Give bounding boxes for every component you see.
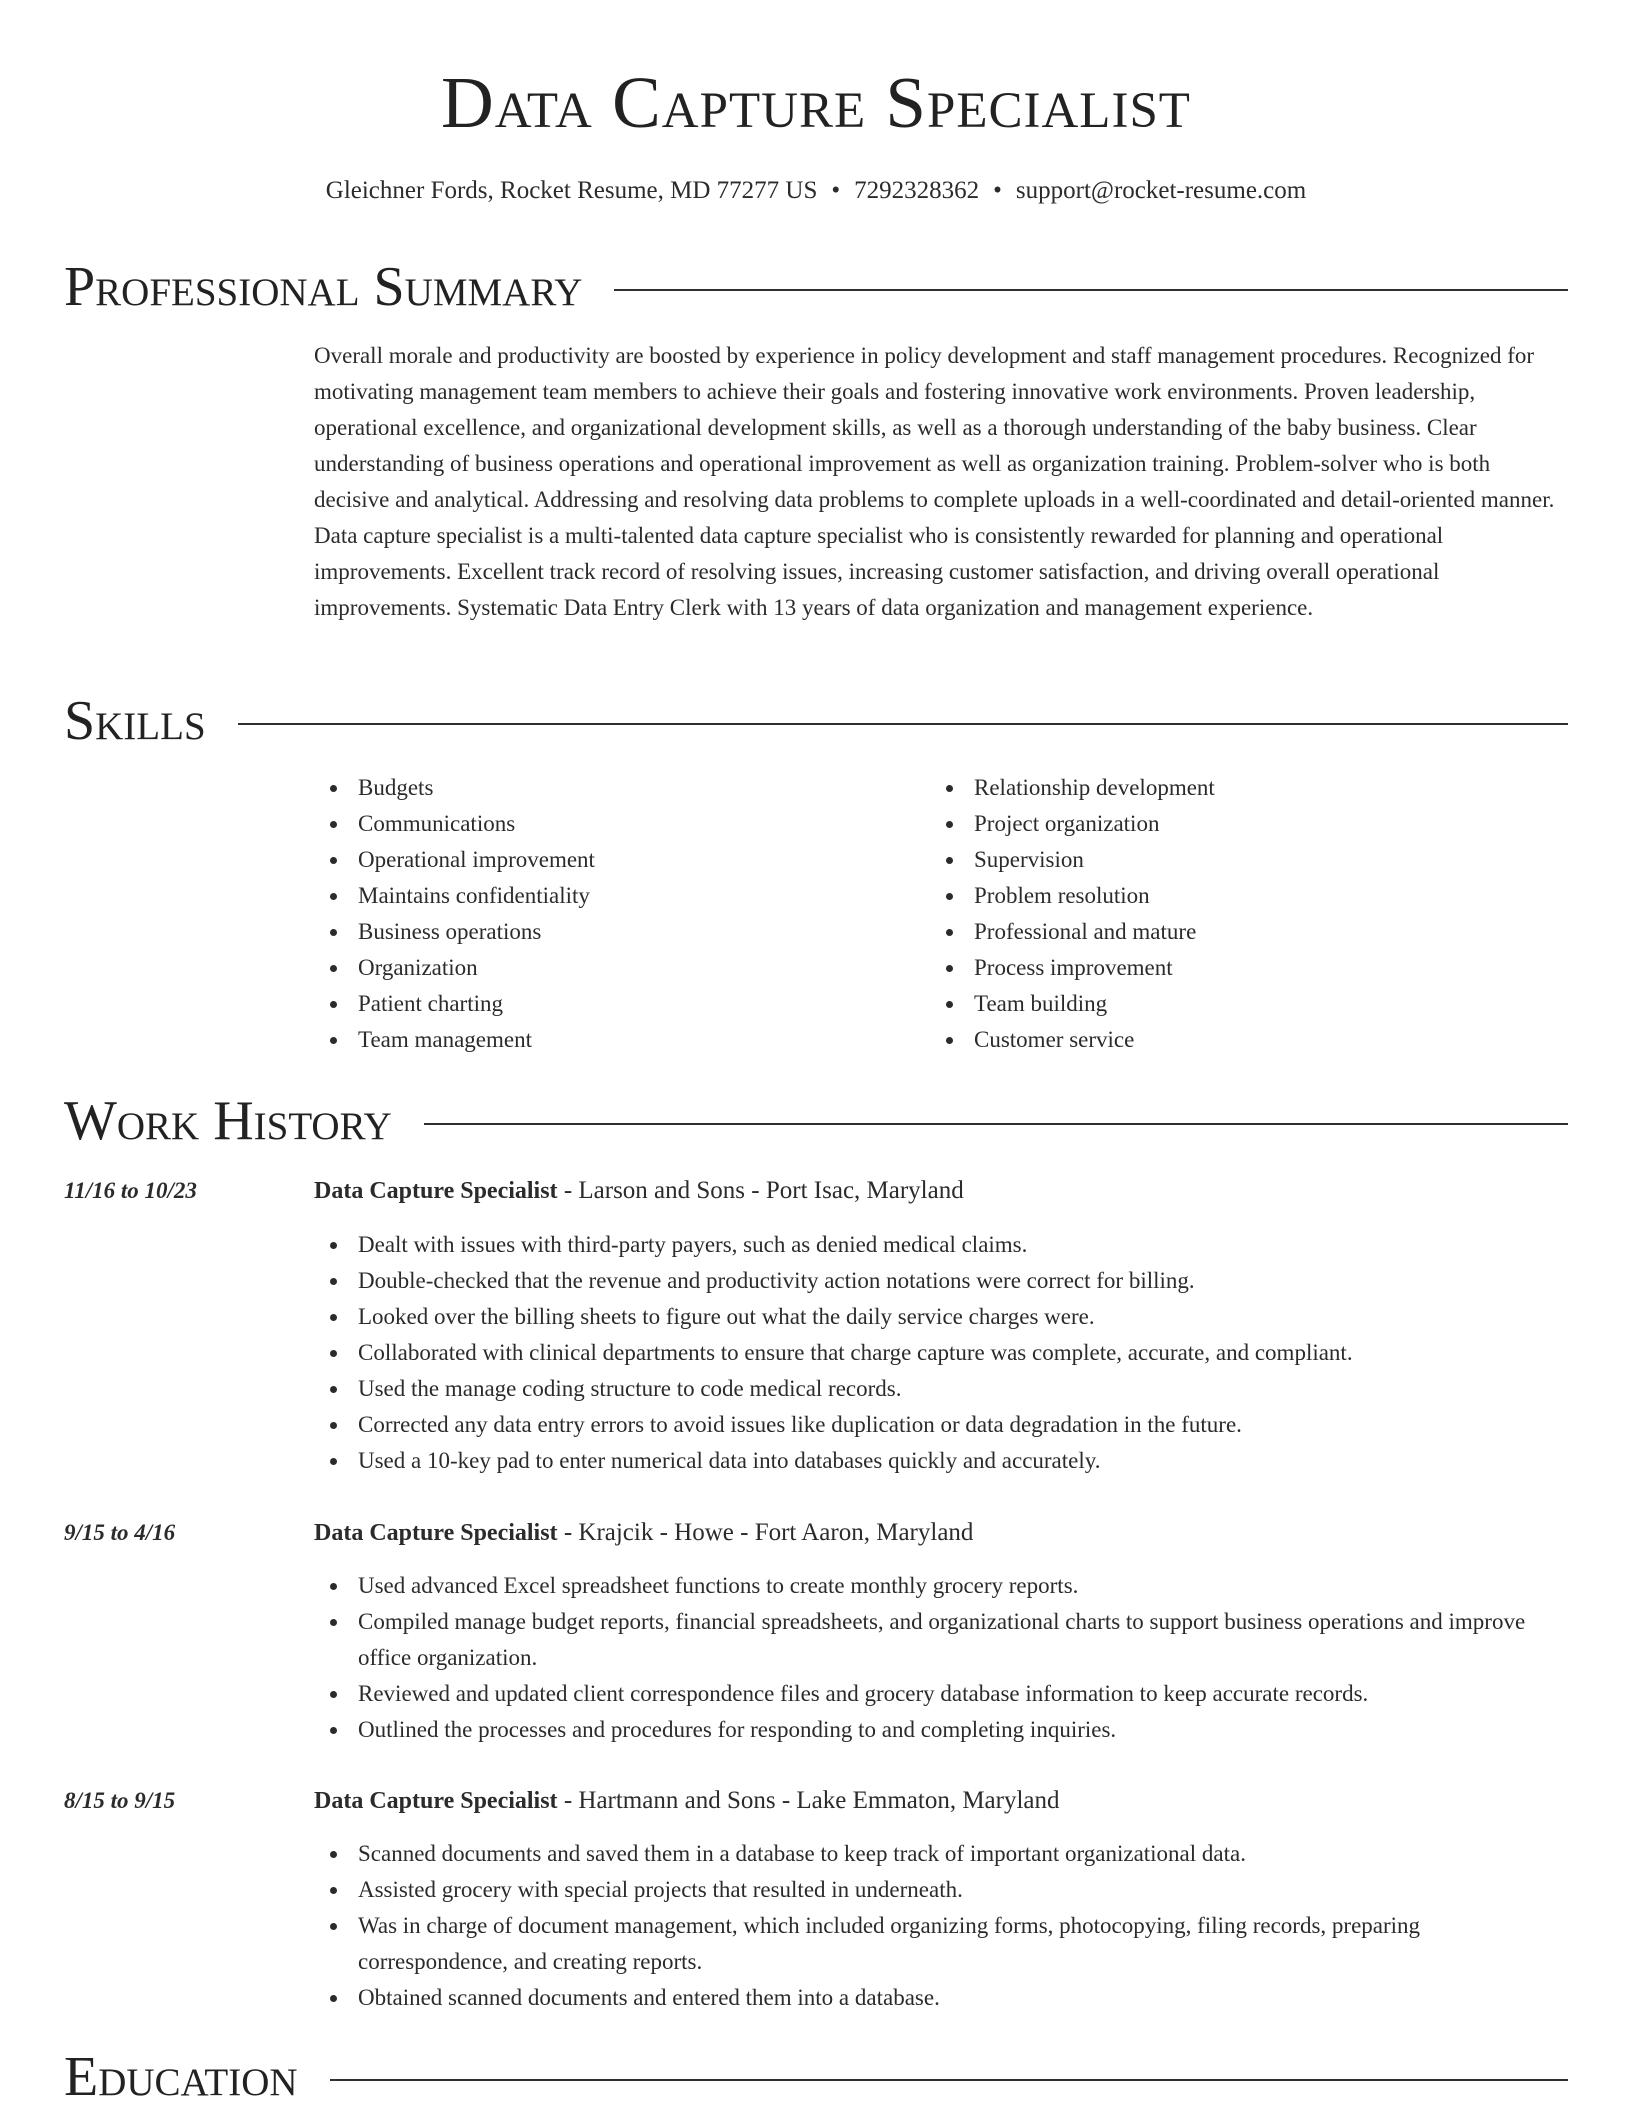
job-bullet: Double-checked that the revenue and productivity action notations were correct for billing.: [314, 1263, 1570, 1299]
job-bullet: Obtained scanned documents and entered them into a database.: [314, 1980, 1570, 2016]
job-bullets: [314, 1227, 1570, 1479]
skill-item: Budgets: [314, 770, 914, 806]
job-heading: [314, 1173, 1570, 1209]
job-bullets: [314, 1836, 1570, 2016]
section-header-work-history: [64, 1086, 1568, 1156]
job-bullet: Collaborated with clinical departments to ensure that charge capture was complete, accurate, and compliant.: [314, 1335, 1570, 1371]
job-bullet: Outlined the processes and procedures for responding to and completing inquiries.: [314, 1712, 1570, 1748]
skill-item: Organization: [314, 950, 914, 986]
skill-item: Project organization: [930, 806, 1530, 842]
section-title: Skills: [64, 690, 206, 752]
job-company: - Larson and Sons - Port Isac, Maryland: [557, 1177, 964, 1204]
section-title: Education: [64, 2046, 298, 2108]
skill-item: Process improvement: [930, 950, 1530, 986]
section-header-education: [64, 2042, 1568, 2112]
contact-separator: •: [993, 177, 1002, 204]
skill-item: Operational improvement: [314, 842, 914, 878]
section-header-skills: [64, 686, 1568, 756]
skill-item: Professional and mature: [930, 914, 1530, 950]
resume-title: Data Capture Specialist: [441, 62, 1191, 143]
skill-item: Team management: [314, 1022, 914, 1058]
skill-item: Maintains confidentiality: [314, 878, 914, 914]
contact-line: [0, 174, 1632, 208]
contact-email: support@rocket-resume.com: [1015, 177, 1307, 204]
job-title: Data Capture Specialist: [314, 1788, 558, 1814]
section-header-summary: [64, 252, 1568, 322]
job-bullet: Reviewed and updated client correspondence files and grocery database information to keep accurate records.: [314, 1676, 1570, 1712]
job-bullet: Looked over the billing sheets to figure out what the daily service charges were.: [314, 1299, 1570, 1335]
skill-item: Team building: [930, 986, 1530, 1022]
job-bullet: Dealt with issues with third-party payers, such as denied medical claims.: [314, 1227, 1570, 1263]
job-company: - Hartmann and Sons - Lake Emmaton, Maryland: [557, 1787, 1060, 1814]
job-bullets: [314, 1568, 1570, 1748]
job-company: - Krajcik - Howe - Fort Aaron, Maryland: [557, 1519, 974, 1546]
section-divider: [614, 289, 1568, 291]
skill-item: Relationship development: [930, 770, 1530, 806]
job-heading: [314, 1515, 1570, 1551]
skills-list-left: [314, 770, 914, 1058]
skill-item: Supervision: [930, 842, 1530, 878]
job-dates: 9/15 to 4/16: [64, 1520, 176, 1545]
job-dates: 11/16 to 10/23: [64, 1178, 197, 1203]
skill-item: Customer service: [930, 1022, 1530, 1058]
job-bullet: Compiled manage budget reports, financial spreadsheets, and organizational charts to support business operations and improve office organization.: [314, 1604, 1570, 1676]
contact-phone: 7292328362: [854, 177, 980, 204]
job-bullet: Scanned documents and saved them in a database to keep track of important organizational data.: [314, 1836, 1570, 1872]
job-title: Data Capture Specialist: [314, 1520, 558, 1546]
skill-item: Patient charting: [314, 986, 914, 1022]
section-title: Work History: [64, 1090, 392, 1152]
contact-separator: •: [831, 177, 841, 204]
skill-item: Problem resolution: [930, 878, 1530, 914]
skills-list-right: [930, 770, 1530, 1058]
skill-item: Communications: [314, 806, 914, 842]
section-divider: [424, 1123, 1568, 1125]
job-bullet: Used advanced Excel spreadsheet functions to create monthly grocery reports.: [314, 1568, 1570, 1604]
job-heading: [314, 1783, 1570, 1819]
summary-text: Overall morale and productivity are boosted by experience in policy development and staff management procedures. Recognized for motivating management team members to achieve their goals and fostering innovative work environments. Proven leadership, operational excellence, and organizational development skills, as well as a thorough understanding of the baby business. Clear understanding of business operations and operational improvement as well as organization training. Problem-solver who is both decisive and analytical. Addressing and resolving data problems to complete uploads in a well-coordinated and detail-oriented manner. Data capture specialist is a multi-talented data capture specialist who is consistently rewarded for planning and operational improvements. Excellent track record of resolving issues, increasing customer satisfaction, and driving overall operational improvements. Systematic Data Entry Clerk with 13 years of data organization and management experience.: [314, 343, 1555, 620]
job-bullet: Assisted grocery with special projects that resulted in underneath.: [314, 1872, 1570, 1908]
section-divider: [238, 723, 1568, 725]
contact-address: Gleichner Fords, Rocket Resume, MD 77277 US: [325, 177, 818, 204]
job-bullet: Used a 10-key pad to enter numerical data into databases quickly and accurately.: [314, 1443, 1570, 1479]
skill-item: Business operations: [314, 914, 914, 950]
section-divider: [330, 2079, 1568, 2081]
section-title: Professional Summary: [64, 256, 583, 318]
job-bullet: Used the manage coding structure to code medical records.: [314, 1371, 1570, 1407]
job-title: Data Capture Specialist: [314, 1178, 558, 1204]
job-bullet: Was in charge of document management, which included organizing forms, photocopying, filing records, preparing correspondence, and creating reports.: [314, 1908, 1570, 1980]
job-dates: 8/15 to 9/15: [64, 1788, 176, 1813]
job-bullet: Corrected any data entry errors to avoid issues like duplication or data degradation in the future.: [314, 1407, 1570, 1443]
